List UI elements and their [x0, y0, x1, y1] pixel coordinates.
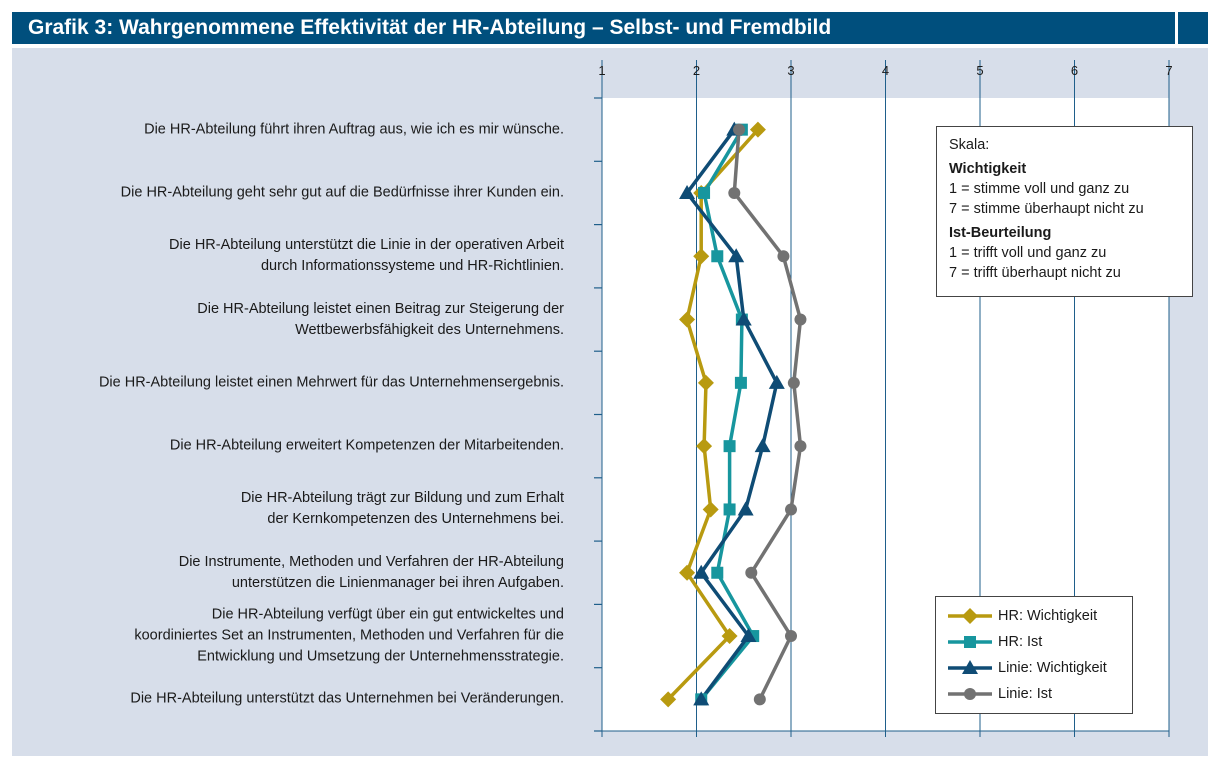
question-label-10: [20, 689, 564, 710]
question-label-line: Die HR-Abteilung leistet einen Mehrwert für das Unternehmensergebnis.: [98, 374, 564, 391]
point-hr-ist-3: [711, 250, 723, 262]
hr-ist-legend-icon: [946, 632, 994, 652]
scale-ist-title: Ist-Beurteilung: [949, 225, 1052, 241]
point-hr-ist-5: [735, 377, 747, 389]
question-label-line: durch Informationssysteme und HR-Richtlinien.: [260, 258, 564, 275]
point-hr-ist-6: [724, 440, 736, 452]
x-tick-label-4: 4: [881, 63, 890, 78]
question-label-7: [20, 488, 564, 530]
legend-label: Linie: Wichtigkeit: [998, 660, 1107, 676]
legend-item-linie-wichtigkeit: [946, 655, 1122, 681]
scale-wichtigkeit-title: Wichtigkeit: [949, 161, 1027, 177]
question-label-line: Wettbewerbsfähigkeit des Unternehmens.: [295, 321, 564, 338]
question-label-6: [20, 436, 564, 457]
question-label-1: [20, 119, 564, 140]
x-tick-label-2: 2: [692, 63, 701, 78]
linie-ist-legend-icon: [946, 684, 994, 704]
point-linie-ist-9: [785, 630, 797, 642]
x-tick-label-6: 6: [1070, 63, 1079, 78]
question-label-2: [20, 182, 564, 203]
question-label-line: koordiniertes Set an Instrumenten, Methoden und Verfahren für die: [134, 627, 564, 644]
question-label-line: Die HR-Abteilung verfügt über ein gut entwickeltes und: [211, 606, 564, 623]
point-linie-ist-10: [754, 693, 766, 705]
linie-wichtigkeit-legend-icon: [946, 658, 994, 678]
chart-title: Grafik 3: Wahrgenommene Effektivität der HR-Abteilung – Selbst- und Fremdbild: [12, 12, 1175, 44]
point-linie-ist-5: [788, 377, 800, 389]
question-label-line: Die HR-Abteilung leistet einen Beitrag zur Steigerung der: [197, 300, 564, 317]
point-linie-ist-8: [745, 567, 757, 579]
scale-heading: Skala:: [949, 137, 990, 153]
question-label-4: [20, 299, 564, 341]
point-linie-ist-6: [794, 440, 806, 452]
point-hr-ist-8: [711, 567, 723, 579]
point-linie-ist-7: [785, 503, 797, 515]
question-label-line: Die HR-Abteilung trägt zur Bildung und zum Erhalt: [240, 490, 564, 507]
x-tick-label-7: 7: [1165, 63, 1173, 78]
point-hr-ist-2: [698, 187, 710, 199]
legend-label: HR: Ist: [998, 634, 1043, 650]
question-label-line: Die HR-Abteilung unterstützt das Unternehmen bei Veränderungen.: [130, 690, 564, 707]
question-label-line: Die Instrumente, Methoden und Verfahren der HR-Abteilung: [178, 553, 564, 570]
question-label-5: [20, 372, 564, 393]
question-label-line: der Kernkompetenzen des Unternehmens bei.: [267, 511, 564, 528]
scale-box: [936, 126, 1193, 297]
point-linie-ist-3: [777, 250, 789, 262]
legend-item-hr-wichtigkeit: [946, 603, 1122, 629]
point-linie-ist-2: [728, 187, 740, 199]
hr-wichtigkeit-legend-icon: [946, 606, 994, 626]
scale-ist-line2: 7 = trifft überhaupt nicht zu: [949, 265, 1121, 281]
question-label-line: Die HR-Abteilung unterstützt die Linie in der operativen Arbeit: [169, 237, 564, 254]
point-hr-ist-7: [724, 503, 736, 515]
scale-ist-line1: 1 = trifft voll und ganz zu: [949, 245, 1107, 261]
scale-wichtigkeit-line1: 1 = stimme voll und ganz zu: [949, 181, 1130, 197]
scale-wichtigkeit-line2: 7 = stimme überhaupt nicht zu: [949, 201, 1144, 217]
point-linie-ist-4: [794, 314, 806, 326]
question-label-8: [20, 552, 564, 594]
x-tick-label-3: 3: [787, 63, 795, 78]
question-label-line: Entwicklung und Umsetzung der Unternehmensstrategie.: [197, 648, 564, 665]
question-label-3: [20, 235, 564, 277]
legend-item-hr-ist: [946, 629, 1122, 655]
legend-label: HR: Wichtigkeit: [998, 608, 1098, 624]
legend-item-linie-ist: [946, 681, 1122, 707]
question-label-9: [20, 605, 564, 668]
point-linie-ist-1: [733, 124, 745, 136]
x-tick-label-1: 1: [598, 63, 606, 78]
question-label-line: Die HR-Abteilung geht sehr gut auf die Bedürfnisse ihrer Kunden ein.: [120, 184, 564, 201]
question-label-line: Die HR-Abteilung führt ihren Auftrag aus, wie ich es mir wünsche.: [144, 121, 564, 138]
x-tick-label-5: 5: [976, 63, 984, 78]
chart-legend: [935, 596, 1133, 714]
legend-label: Linie: Ist: [998, 686, 1052, 702]
question-label-line: unterstützen die Linienmanager bei ihren Aufgaben.: [231, 574, 564, 591]
question-label-line: Die HR-Abteilung erweitert Kompetenzen der Mitarbeitenden.: [169, 437, 564, 454]
